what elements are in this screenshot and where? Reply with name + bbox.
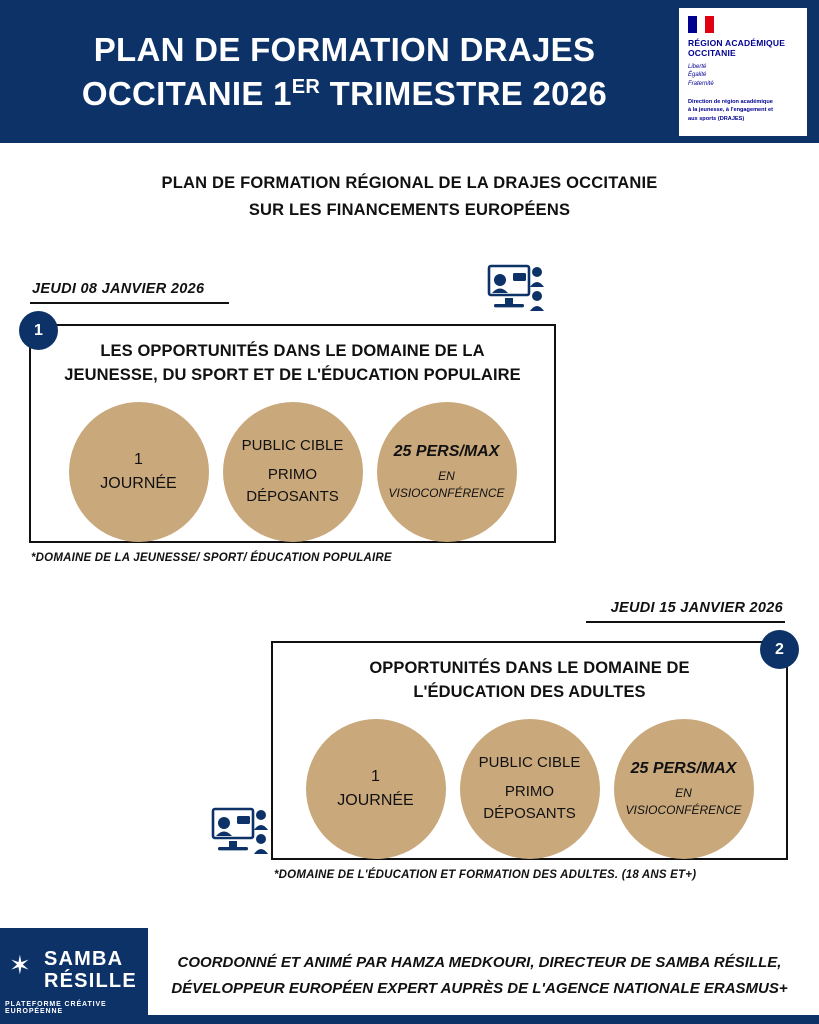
footer-accent-bar <box>0 1015 819 1024</box>
session-2-date-underline <box>586 621 785 623</box>
session-1-panel <box>29 324 556 543</box>
session-1-circles <box>31 402 554 542</box>
page-subtitle <box>0 170 819 224</box>
session-1-footnote: *DOMAINE DE LA JEUNESSE/ SPORT/ ÉDUCATION POPULAIRE <box>31 552 392 564</box>
session-1-title: LES OPPORTUNITÉS DANS LE DOMAINE DE LA JEUNESSE, DU SPORT ET DE L'ÉDUCATION POPULAIRE <box>64 342 521 384</box>
star-burst-icon: ✶ <box>9 950 31 980</box>
region-academique-logo <box>679 8 807 136</box>
session-1-date-underline <box>30 302 229 304</box>
subtitle-line1: PLAN DE FORMATION RÉGIONAL DE LA DRAJES OCCITANIE <box>161 174 658 192</box>
session-2-circle-audience: PUBLIC CIBLE PRIMO DÉPOSANTS <box>460 719 600 859</box>
session-1-circle-capacity: 25 PERS/MAX EN VISIOCONFÉRENCE <box>377 402 517 542</box>
session-1-badge: 1 <box>19 311 58 350</box>
french-flag-icon <box>688 16 714 33</box>
session-1-date: JEUDI 08 JANVIER 2026 <box>32 281 205 297</box>
page-title-line1: PLAN DE FORMATION DRAJES <box>93 30 596 68</box>
session-1-circle-duration: 1 JOURNÉE <box>69 402 209 542</box>
session-2-date: JEUDI 15 JANVIER 2026 <box>610 600 783 616</box>
footer-logo-name-line1: SAMBA <box>44 948 124 970</box>
session-2-title: OPPORTUNITÉS DANS LE DOMAINE DE L'ÉDUCATION DES ADULTES <box>369 659 690 701</box>
subtitle-line2: SUR LES FINANCEMENTS EUROPÉENS <box>248 201 571 220</box>
session-2-badge: 2 <box>760 630 799 669</box>
session-1-circle-audience: PUBLIC CIBLE PRIMO DÉPOSANTS <box>223 402 363 542</box>
samba-resille-logo <box>0 928 148 1024</box>
footer-logo-tagline: PLATEFORME CRÉATIVE EUROPÉENNE <box>5 1001 107 1015</box>
session-2-circles <box>273 719 786 859</box>
page-footer <box>0 928 819 1024</box>
footer-credit-line1: COORDONNÉ ET ANIMÉ PAR HAMZA MEDKOURI, DIRECTEUR DE SAMBA RÉSILLE, <box>177 953 782 971</box>
videoconference-icon <box>485 263 547 319</box>
session-2-circle-duration: 1 JOURNÉE <box>306 719 446 859</box>
footer-logo-name-line2: RÉSILLE <box>44 970 137 992</box>
page-title <box>0 28 679 115</box>
logo-institution-name: RÉGION ACADÉMIQUE OCCITANIE <box>688 37 786 59</box>
page-title-ordinal: ER <box>291 75 321 98</box>
session-2-panel <box>271 641 788 860</box>
footer-credit <box>148 950 819 1003</box>
logo-motto: Liberté Égalité Fraternité <box>688 63 714 88</box>
page-title-line2: OCCITANIE 1ER TRIMESTRE 2026 <box>81 74 608 112</box>
page-header <box>0 0 819 143</box>
session-2-footnote: *DOMAINE DE L'ÉDUCATION ET FORMATION DES ADULTES. (18 ANS ET+) <box>274 869 697 881</box>
logo-subtitle: Direction de région académique à la jeunesse, à l'engagement et aux sports (DRAJES) <box>688 98 773 122</box>
videoconference-icon <box>209 806 271 862</box>
session-2-circle-capacity: 25 PERS/MAX EN VISIOCONFÉRENCE <box>614 719 754 859</box>
footer-credit-line2: DÉVELOPPEUR EUROPÉEN EXPERT AUPRÈS DE L'AGENCE NATIONALE ERASMUS+ <box>171 980 788 997</box>
